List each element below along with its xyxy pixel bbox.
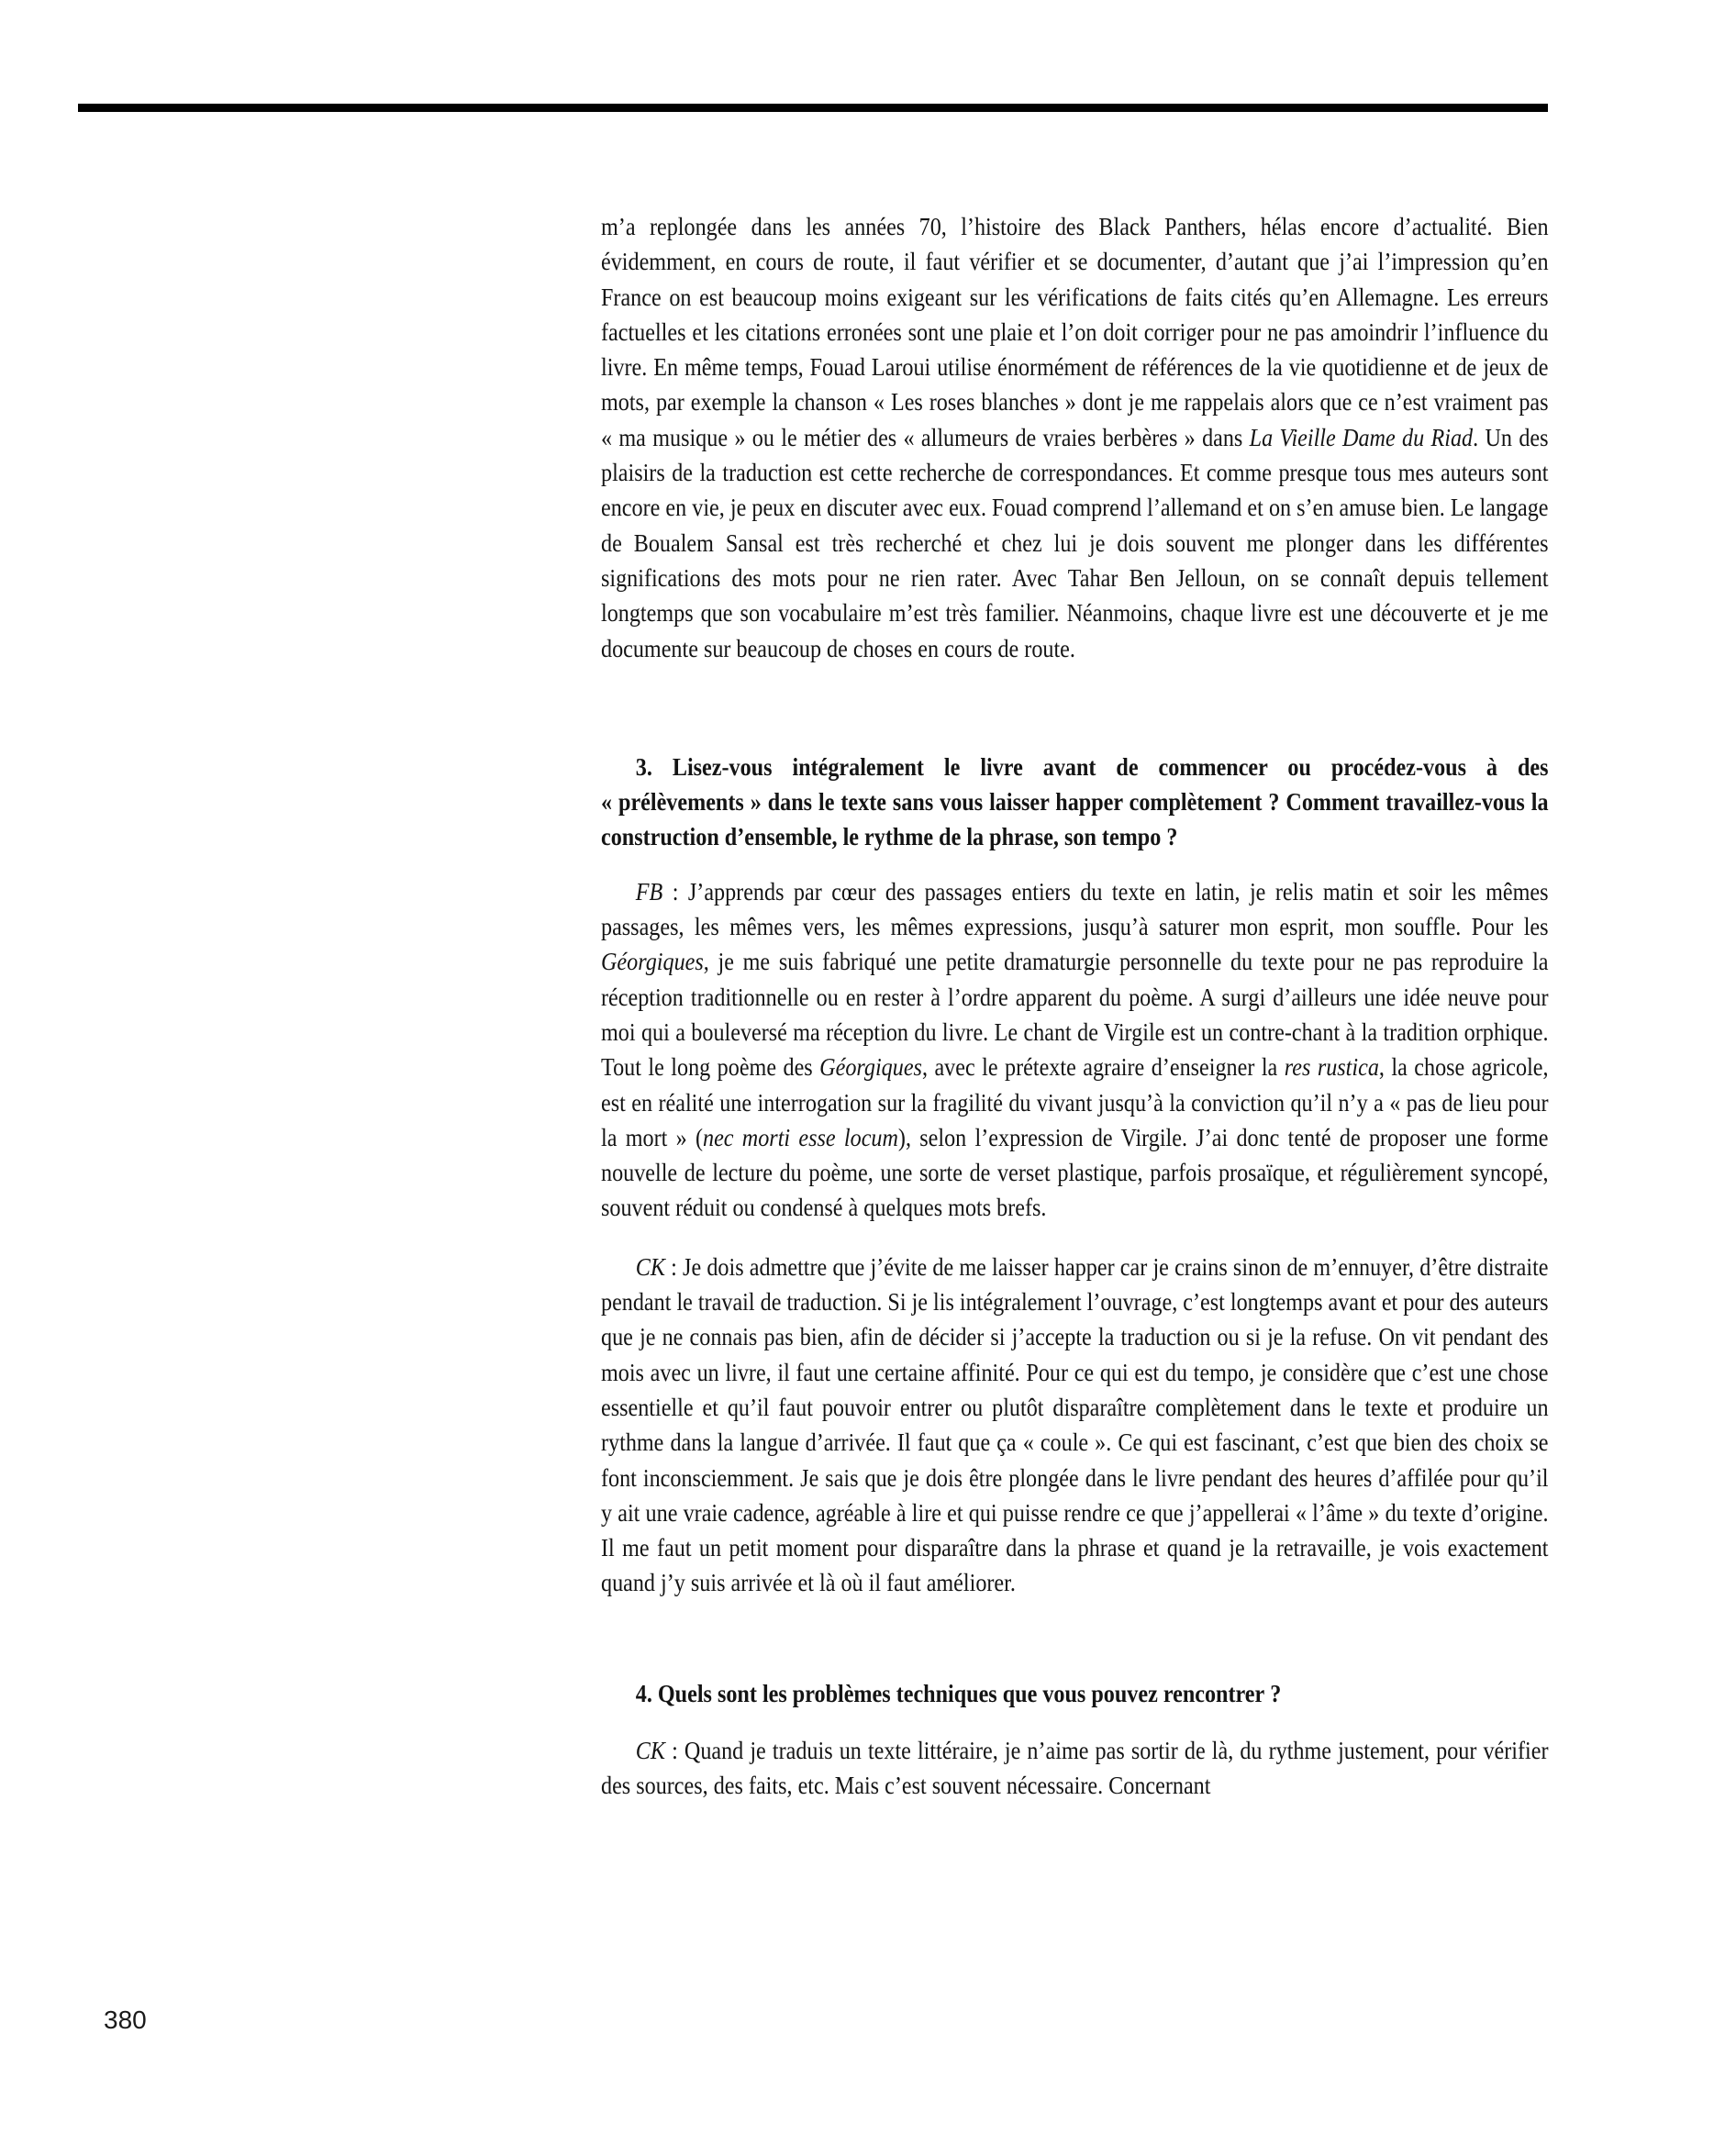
page-number: 380 <box>104 2006 147 2034</box>
question-3: 3. Lisez-vous intégralement le livre avant de commencer ou procédez-vous à des « prélèvements » dans le texte sans vous laisser happer complètement ? Comment travaillez-vous la construction d’ensemble, le rythme de la phrase, son tempo ? <box>601 751 1549 851</box>
answer-ck: CK : Je dois admettre que j’évite de me laisser happer car je crains sinon de m’ennuyer, d’être distraite pendant le travail de traduction. Si je lis intégralement l’ouvrage, c’est longtemps avant et pour des auteurs que je ne connais pas bien, afin de décider si j’accepte la traduction ou si je la refuse. On vit pendant des mois avec un livre, il faut une certaine affinité. Pour ce qui est du tempo, je considère que c’est une chose essentielle et qu’il faut pouvoir entrer ou plutôt disparaître complètement dans le texte et produire un rythme dans la langue d’arrivée. Il faut que ça « coule ». Ce qui est fascinant, c’est que bien des choix se font inconsciemment. Je sais que je dois être plongée dans le livre pendant des heures d’affilée pour qu’il y ait une vraie cadence, agréable à lire et qui puisse rendre ce que j’appellerai « l’âme » du texte d’origine. Il me faut un petit moment pour disparaître dans la phrase et quand je la retravaille, je vois exactement quand j’y suis arrivée et là où il faut améliorer. <box>601 1251 1549 1597</box>
header-rule <box>78 104 1548 112</box>
question-4: 4. Quels sont les problèmes techniques que vous pouvez rencontrer ? <box>635 1678 1282 1707</box>
text-block <box>601 209 1549 1804</box>
answer-ck-2: CK : Quand je traduis un texte littéraire, je n’aime pas sortir de là, du rythme justement, pour vérifier des sources, des faits, etc. Mais c’est souvent nécessaire. Concernant <box>601 1735 1549 1800</box>
answer-fb: FB : J’apprends par cœur des passages entiers du texte en latin, je relis matin et soir les mêmes passages, les mêmes vers, les mêmes expressions, jusqu’à saturer mon esprit, mon souffle. Pour les Géorgiques, je me suis fabriqué une petite dramaturgie personnelle du texte pour ne pas reproduire la réception traditionnelle ou en rester à l’ordre apparent du poème. A surgi d’ailleurs une idée neuve pour moi qui a bouleversé ma réception du livre. Le chant de Virgile est un contre-chant à la tradition orphique. Tout le long poème des Géorgiques, avec le prétexte agraire d’enseigner la res rustica, la chose agricole, est en réalité une interrogation sur la fragilité du vivant jusqu’à la conviction qu’il n’y a « pas de lieu pour la mort » (nec morti esse locum), selon l’expression de Virgile. J’ai donc tenté de proposer une forme nouvelle de lecture du poème, une sorte de verset plastique, parfois prosaïque, et régulièrement syncopé, souvent réduit ou condensé à quelques mots brefs. <box>601 876 1549 1222</box>
paragraph-continuation: m’a replongée dans les années 70, l’histoire des Black Panthers, hélas encore d’actualité. Bien évidemment, en cours de route, il faut vérifier et se documenter, d’autant que j’ai l’impression qu’en France on est beaucoup moins exigeant sur les vérifications de faits cités qu’en Allemagne. Les erreurs factuelles et les citations erronées sont une plaie et l’on doit corriger pour ne pas amoindrir l’influence du livre. En même temps, Fouad Laroui utilise énormément de références de la vie quotidienne et de jeux de mots, par exemple la chanson « Les roses blanches » dont je me rappelais alors que ce n’est vraiment pas « ma musique » ou le métier des « allumeurs de vraies berbères » dans La Vieille Dame du Riad. Un des plaisirs de la traduction est cette recherche de correspondances. Et comme presque tous mes auteurs sont encore en vie, je peux en discuter avec eux. Fouad comprend l’allemand et on s’en amuse bien. Le langage de Boualem Sansal est très recherché et chez lui je dois souvent me plonger dans les différentes significations des mots pour ne rien rater. Avec Tahar Ben Jelloun, on se connaît depuis tellement longtemps que son vocabulaire m’est très familier. Néanmoins, chaque livre est une découverte et je me documente sur beaucoup de choses en cours de route. <box>601 212 1549 662</box>
